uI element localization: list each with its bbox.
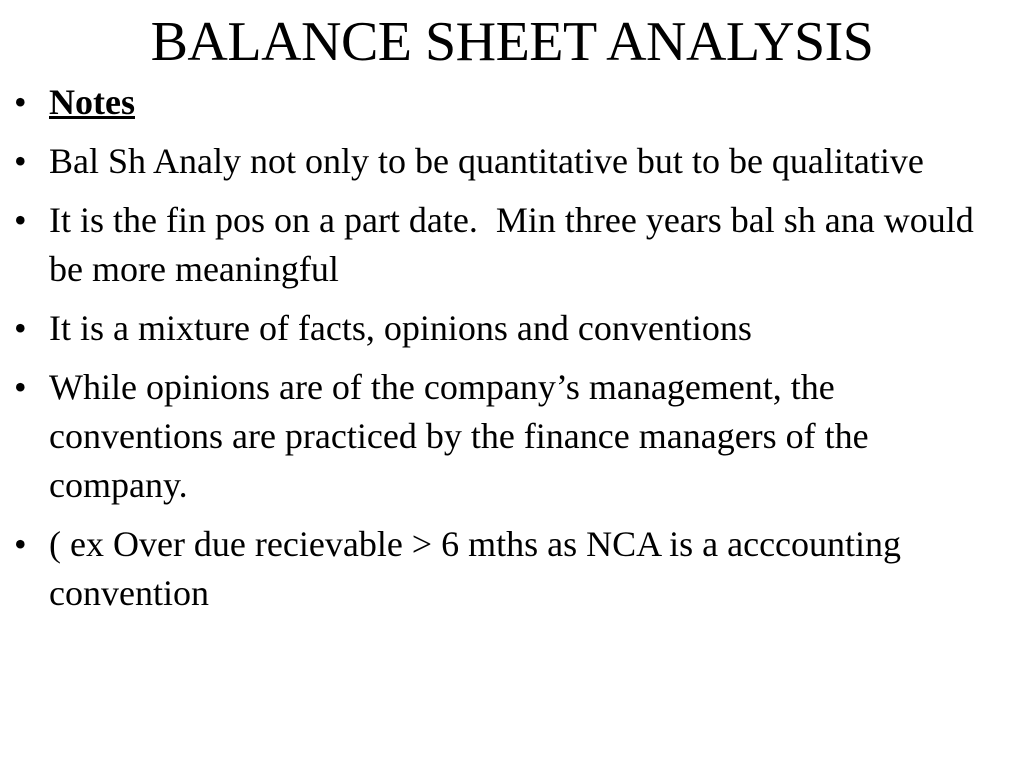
bullet-item bbox=[14, 363, 1004, 510]
slide-title: BALANCE SHEET ANALYSIS bbox=[150, 11, 874, 73]
bullet-text: Bal Sh Analy not only to be quantitative but to be qualitative bbox=[49, 141, 924, 181]
notes-heading: Notes bbox=[49, 82, 135, 122]
bullet-list bbox=[14, 78, 1004, 628]
bullet-item-notes bbox=[14, 78, 1004, 127]
bullet-icon: • bbox=[14, 82, 27, 122]
bullet-icon: • bbox=[14, 308, 27, 348]
bullet-text: While opinions are of the company’s management, the conventions are practiced by the finance managers of the company. bbox=[49, 367, 869, 505]
bullet-icon: • bbox=[14, 524, 27, 564]
bullet-text: It is a mixture of facts, opinions and conventions bbox=[49, 308, 752, 348]
bullet-icon: • bbox=[14, 367, 27, 407]
bullet-item bbox=[14, 520, 1004, 618]
bullet-icon: • bbox=[14, 200, 27, 240]
bullet-text: ( ex Over due recievable > 6 mths as NCA is a acccounting convention bbox=[49, 524, 902, 613]
bullet-text: It is the fin pos on a part date. Min three years bal sh ana would be more meaningful bbox=[49, 200, 983, 289]
bullet-item bbox=[14, 196, 1004, 294]
bullet-item bbox=[14, 304, 1004, 353]
bullet-icon: • bbox=[14, 141, 27, 181]
bullet-item bbox=[14, 137, 1004, 186]
